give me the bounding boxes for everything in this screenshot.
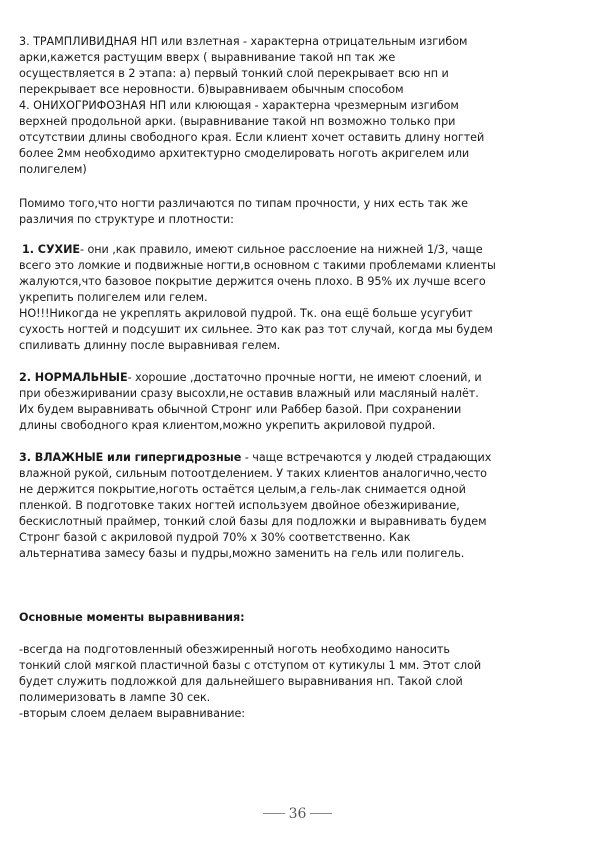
text-line: 3. ТРАМПЛИВИДНАЯ НП или взлетная - характерна отрицательным изгибом [19, 35, 468, 48]
normal-text: - хорошие ,достаточно прочные ногти, не имеют слоений, и [127, 371, 482, 384]
wet-label: 3. ВЛАЖНЫЕ или гипергидрозные [19, 451, 242, 464]
text-line: сухость ногтей и подсушит их сильнее. Это как раз тот случай, когда мы будем [19, 323, 493, 336]
text-line: -всегда на подготовленный обезжиренный ноготь необходимо наносить [19, 643, 450, 656]
text-line: полимеризовать в лампе 30 сек. [19, 691, 211, 704]
wet-heading-line [19, 450, 491, 465]
dry-heading-line [22, 242, 483, 257]
text-line: будет служить подложкой для дальнейшего выравнивания нп. Такой слой [19, 675, 463, 688]
text-line: укрепить полигелем или гелем. [19, 291, 208, 304]
text-line: верхней продольной арки. (выравнивание такой нп возможно только при [19, 115, 456, 128]
text-line: 4. ОНИХОГРИФОЗНАЯ НП или клюющая - характерна чрезмерным изгибом [19, 99, 459, 112]
dry-label: 1. СУХИЕ [22, 243, 80, 256]
text-line: перекрывает все неровности. б)выравниваем обычным способом [19, 83, 404, 96]
dry-text: - они ,как правило, имеют сильное расслоение на нижней 1/3, чаще [80, 243, 483, 256]
text-line: осуществляется в 2 этапа: а) первый тонкий слой перекрывает всю нп и [19, 67, 449, 80]
normal-label: 2. НОРМАЛЬНЫЕ [19, 371, 128, 384]
page-number: 36 [288, 805, 307, 822]
text-line: альтернатива замесу базы и пудры,можно заменить на гель или полигель. [19, 547, 465, 560]
text-line: тонкий слой мягкой пластичной базы с отступом от кутикулы 1 мм. Этот слой [19, 659, 482, 672]
wet-text: - чаще встречаются у людей страдающих [241, 451, 492, 464]
text-line: отсутствии длины свободного края. Если клиент хочет оставить длину ногтей [19, 131, 485, 144]
text-line: полигелем) [19, 163, 87, 176]
text-line: НО!!!Никогда не укреплять акриловой пудрой. Тк. она ещё больше усугубит [19, 307, 473, 320]
text-line: спиливать длинну после выравнивая гелем. [19, 339, 281, 352]
text-line: всего это ломкие и подвижные ногти,в основном с такими проблемами клиенты [19, 259, 496, 272]
text-line: влажной рукой, сильным потоотделением. У таких клиентов аналогично,честo [19, 467, 487, 480]
text-line: различия по структуре и плотности: [19, 213, 234, 226]
text-line: Их будем выравнивать обычной Стронг или Раббер базой. При сохранении [19, 403, 462, 416]
text-line: более 2мм необходимо архитектурно смоделировать ноготь акригелем или [19, 147, 470, 160]
footer-rule-right [310, 813, 332, 814]
text-line: при обезжиривании сразу высохли,не оставив влажный или масляный налёт. [19, 387, 479, 400]
text-line: -вторым слоем делаем выравнивание: [19, 707, 245, 720]
text-line: длины свободного края клиентом,можно укрепить акриловой пудрой. [19, 419, 436, 432]
text-line: Помимо того,что ногти различаются по типам прочности, у них есть так же [19, 197, 469, 210]
text-line: жалуются,что базовое покрытие держится очень плохо. В 95% их лучше всего [19, 275, 486, 288]
page-footer [0, 803, 595, 822]
text-line: пленкой. В подготовке таких ногтей используем двойное обезжиривание, [19, 499, 460, 512]
text-line: бескислотный праймер, тонкий слой базы для подложки и выравнивать будем [19, 515, 487, 528]
alignment-heading: Основные моменты выравнивания: [19, 611, 245, 624]
text-line: Стронг базой с акриловой пудрой 70% х 30% соответственно. Как [19, 531, 411, 544]
normal-heading-line [19, 370, 482, 385]
text-line: арки,кажется растущим вверх ( выравнивание такой нп так же [19, 51, 396, 64]
text-line: не держится покрытие,ноготь остаётся целым,а гель-лак снимается одной [19, 483, 466, 496]
footer-rule-left [263, 813, 285, 814]
